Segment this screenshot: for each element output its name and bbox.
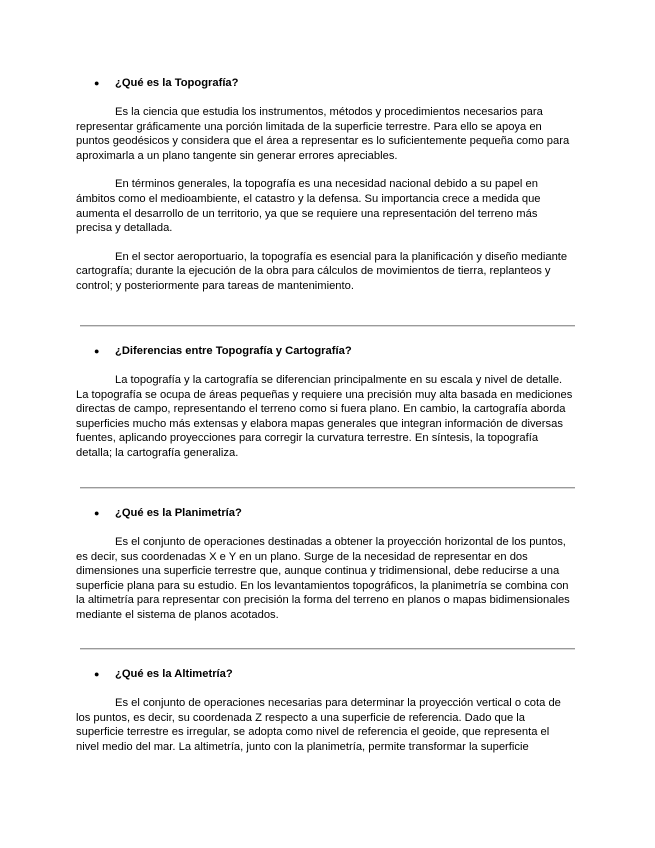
- paragraph: En el sector aeroportuario, la topografía es esencial para la planificación y diseño mediante cartografía; durante la ejecución de la obra para cálculos de movimientos de tierra, replanteos y control; y posteriormente para tareas de mantenimiento.: [76, 250, 568, 292]
- section-heading: ● ¿Diferencias entre Topografía y Cartografía?: [94, 345, 352, 357]
- bullet-icon: ●: [94, 346, 100, 356]
- horizontal-divider: [80, 487, 575, 489]
- section-heading: ● ¿Qué es la Planimetría?: [94, 507, 242, 519]
- horizontal-divider: [80, 648, 575, 650]
- section-altimetria: [0, 667, 655, 754]
- horizontal-divider: [80, 325, 575, 327]
- paragraph: Es la ciencia que estudia los instrumentos, métodos y procedimientos necesarios para representar gráficamente una porción limitada de la superficie terrestre. Para ello se apoya en puntos geodésicos y considera que el área a representar es lo suficientemente pequeña como para aproximarla a un plano tangente sin generar errores apreciables.: [76, 106, 570, 162]
- paragraph: Es el conjunto de operaciones necesarias para determinar la proyección vertical o cota de los puntos, es decir, su coordenada Z respecto a una superficie de referencia. Dado que la superficie terrestre es irregular, se adopta como nivel de referencia el geoide, que representa el nivel medio del mar. La altimetría, junto con la planimetría, permite transformar la superficie: [76, 697, 561, 753]
- paragraph: Es el conjunto de operaciones destinadas a obtener la proyección horizontal de los puntos, es decir, sus coordenadas X e Y en un plano. Surge de la necesidad de representar en dos dimensiones una superficie terrestre que, aunque continua y tridimensional, debe reducirse a una superficie plana para su estudio. En los levantamientos topográficos, la planimetría se combina con la altimetría para representar con precisión la forma del terreno en planos o mapas bidimensionales mediante el sistema de planos acotados.: [76, 536, 570, 621]
- section-topografia: [0, 76, 655, 294]
- paragraph: La topografía y la cartografía se diferencian principalmente en su escala y nivel de detalle. La topografía se ocupa de áreas pequeñas y requiere una precisión muy alta basada en mediciones directas de campo, representando el terreno como si fuera plano. En cambio, la cartografía aborda superficies mucho más extensas y elabora mapas generales que integran información de diversas fuentes, aplicando proyecciones para corregir la curvatura terrestre. En síntesis, la topografía detalla; la cartografía generaliza.: [76, 374, 573, 459]
- bullet-icon: ●: [94, 508, 100, 518]
- bullet-icon: ●: [94, 669, 100, 679]
- section-heading: ● ¿Qué es la Topografía?: [94, 77, 239, 89]
- bullet-icon: ●: [94, 78, 100, 88]
- section-planimetria: [0, 506, 655, 623]
- section-heading: ● ¿Qué es la Altimetría?: [94, 668, 233, 680]
- paragraph: En términos generales, la topografía es una necesidad nacional debido a su papel en ámbitos como el medioambiente, el catastro y la defensa. Su importancia crece a medida que aumenta el desarrollo de un territorio, ya que se requiere una representación del terreno más precisa y detallada.: [76, 178, 541, 235]
- section-diferencias: [0, 344, 655, 461]
